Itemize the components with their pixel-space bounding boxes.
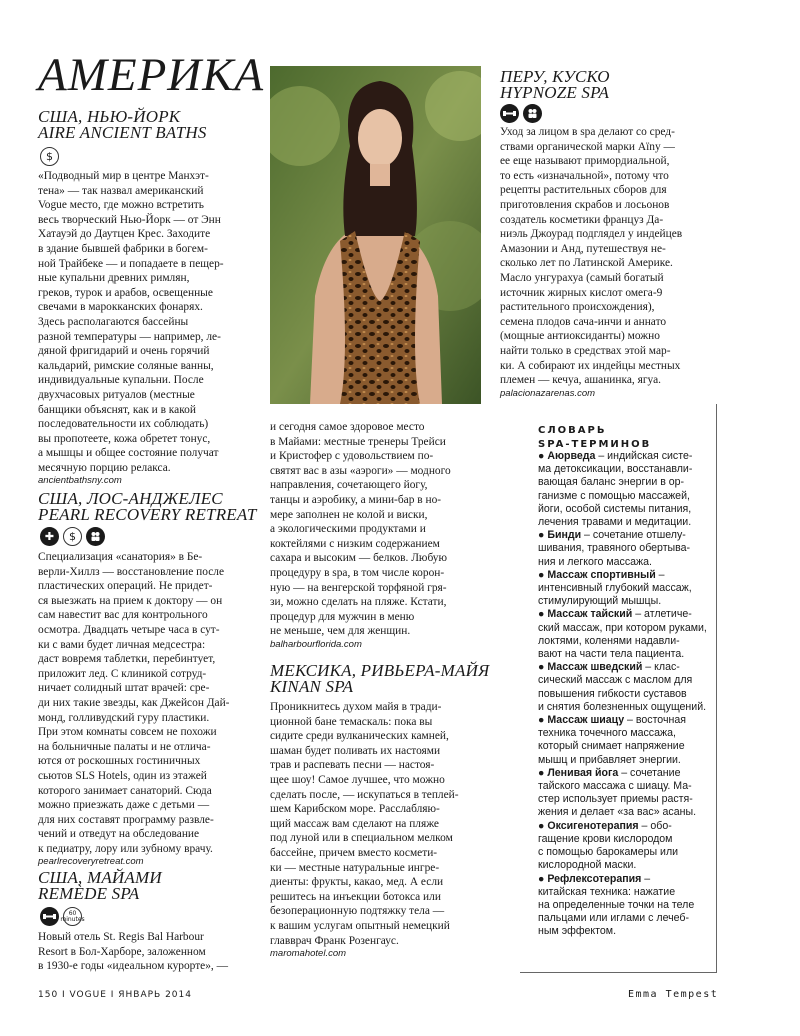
text-line: бассейне, причем вместо космети- <box>270 846 438 859</box>
glossary-item <box>538 608 718 661</box>
text-line: Специализация «санатория» в Бе- <box>38 551 203 563</box>
glossary-line: тайского массажа с шиацу. Ма- <box>538 780 692 793</box>
couple-icon <box>86 527 105 546</box>
glossary-item <box>538 873 718 939</box>
text-line: святят вас в азы «аэроги» — модного <box>270 464 451 477</box>
text-line: сам навестит вас для контрольного <box>38 609 208 622</box>
dumbbell-icon <box>40 907 59 926</box>
text-line: осмотра. Двадцать четыре часа в сут- <box>38 623 220 636</box>
text-line: ки — местные натуральные ингре- <box>270 861 440 874</box>
text-line: найти только в средствах этой мар- <box>500 344 671 357</box>
glossary-term: ● Аюрведа <box>538 450 596 462</box>
text-line: танцы и аэробику, а мини-бар в но- <box>270 493 442 506</box>
glossary-line: шивания, травяного обертыва- <box>538 542 691 555</box>
glossary-line: на определенные точки на теле <box>538 898 695 911</box>
text-line: процедуру в spa, в том числе корон- <box>270 566 445 579</box>
glossary-term: ● Массаж спортивный <box>538 568 656 581</box>
dollar-icon: $ <box>63 527 82 546</box>
text-line: тена» — так назвал американский <box>38 184 204 197</box>
kinan-text <box>270 700 495 948</box>
glossary-line: вающая баланс энергии в ор- <box>538 476 685 489</box>
text-line: направления, сочетающего йогу, <box>270 479 428 492</box>
text-line: в 1930-е годы «идеальном курорте», — <box>38 960 229 973</box>
glossary-item <box>538 661 718 714</box>
text-line: к вашим услугам опытный немецкий <box>270 919 450 932</box>
glossary-term: ● Ленивая йога <box>538 766 619 779</box>
text-line: двухчасовых ритуалов (местные <box>38 388 195 401</box>
text-line: индивидуальные купальни. После <box>38 374 204 387</box>
section-title-remede-location: США, МАЙАМИ <box>38 868 162 887</box>
text-line: Здесь располагаются бассейны <box>38 315 189 328</box>
section-title-peru-name: HYPNOZE SPA <box>500 83 610 102</box>
text-line: а экологическими продуктами и <box>270 523 426 536</box>
glossary-line: лечения травами и медитации. <box>538 516 692 529</box>
glossary-line: пальцами или иглами с лечеб- <box>538 912 690 925</box>
text-line: Амазонии и Анд, путешествуя не- <box>500 242 666 255</box>
pearl-body <box>38 550 263 868</box>
page-folio: 150 I VOGUE I ЯНВАРЬ 2014 <box>38 990 192 1000</box>
text-line: а мышцы и общее состояние получат <box>38 447 219 460</box>
aire-icons <box>40 147 59 166</box>
glossary-term: ● Массаж шиацу <box>538 714 625 727</box>
section-title-pearl-location: США, ЛОС-АНДЖЕЛЕС <box>38 489 223 508</box>
text-line: ничает солидный штат врачей: сре- <box>38 682 210 695</box>
text-line: диенты: фрукты, какао, мед. А если <box>270 876 444 889</box>
glossary-heading-line1: СЛОВАРЬ <box>538 425 607 436</box>
glossary-line: который снимает напряжение <box>538 740 685 753</box>
text-line: ки. А собирают их индейцы местных <box>500 359 681 372</box>
text-line: ки с вами будет личная медсестра: <box>38 638 206 651</box>
text-line: (мощные антиоксиданты) можно <box>500 330 660 343</box>
aire-text <box>38 169 263 475</box>
peru-url[interactable]: palacionazarenas.com <box>500 387 596 399</box>
glossary-line: и снятия болезненных ощущений. <box>538 700 707 713</box>
glossary-heading <box>538 424 651 452</box>
glossary-line: повышения гибкости суставов <box>538 687 687 700</box>
text-line: и сегодня самое здоровое место <box>270 421 425 433</box>
remede-body-continued <box>270 420 488 651</box>
glossary-line: вают на части тела пациента. <box>538 648 685 661</box>
text-line: разной температуры — например, ле- <box>38 330 221 343</box>
text-line: ди них такие звезды, как Джейсон Дай- <box>38 696 230 709</box>
glossary-item <box>538 529 718 569</box>
text-line: ее еще называют примордиальной, <box>500 155 670 168</box>
model-photo <box>270 66 481 404</box>
aire-body <box>38 169 263 487</box>
section-title-remede-name: REMÈDE SPA <box>38 884 140 903</box>
plus-icon: ✚ <box>40 527 59 546</box>
remede-text <box>38 930 263 974</box>
text-line: кальдарий, римские соляные ванны, <box>38 359 214 372</box>
photo-credit: Emma Tempest <box>628 989 719 1000</box>
text-line: трав и распевать песни — настоя- <box>270 759 435 772</box>
glossary-line: ганизме с помощью массажей, <box>538 489 690 502</box>
text-line: ся выезжать на прием к доктору — он <box>38 594 223 607</box>
glossary-term: ● Оксигенотерапия <box>538 819 639 832</box>
text-line: то есть «изначальной», потому что <box>500 169 669 182</box>
glossary-line: ● Аюрведа – индийская систе- <box>538 450 693 462</box>
text-line: шаман будет поливать их настоями <box>270 744 441 757</box>
text-line: и Кристофер с удовольствием по- <box>270 450 434 463</box>
text-line: рецепты растительных сборов для <box>500 184 667 197</box>
dollar-icon: $ <box>40 147 59 166</box>
glossary-item <box>538 450 718 529</box>
glossary-line: китайская техника: нажатие <box>538 885 676 898</box>
text-line: ные купальни древних римлян, <box>38 272 190 285</box>
text-line: щее шоу! Самое лучшее, что можно <box>270 773 445 786</box>
glossary-line: ● Массаж спортивный – <box>538 568 665 581</box>
text-line: главврач Франк Розенгаус. <box>270 934 399 947</box>
text-line: зи, можно сделать на пляже. Кстати, <box>270 596 447 609</box>
text-line: в Майами: местные тренеры Трейси <box>270 435 446 448</box>
text-line: даст вовремя таблетки, перебинтует, <box>38 653 216 666</box>
text-line: Проникнитесь духом майя в тради- <box>270 701 442 713</box>
text-line: Уход за лицом в spa делают со сред- <box>500 126 675 138</box>
glossary-heading-line2: SPA-ТЕРМИНОВ <box>538 439 652 450</box>
section-title-kinan-name: KINAN SPA <box>270 677 354 696</box>
remede-url[interactable]: balharbourflorida.com <box>270 638 362 650</box>
kinan-url[interactable]: maromahotel.com <box>270 948 347 960</box>
text-line: растительного происхождения), <box>500 301 655 314</box>
glossary-line: ● Бинди – сочетание отшелу- <box>538 529 686 542</box>
text-line: которого занимает санаторий. Сюда <box>38 784 212 797</box>
glossary-line: ния и легкого массажа. <box>538 555 652 568</box>
text-line: можно приезжать даже с детьми — <box>38 799 210 812</box>
text-line: верли-Хиллз — восстановление после <box>38 565 225 578</box>
glossary-line: стимулирующий мышцы. <box>538 595 662 608</box>
text-line: к педиатру, лору или зубному врачу. <box>38 842 213 855</box>
peru-body <box>500 125 725 400</box>
glossary-line: йоги, особой системы питания, <box>538 502 692 515</box>
text-line: коктейлями с низким содержанием <box>270 537 440 550</box>
text-line: не меньше, чем для женщин. <box>270 625 411 638</box>
text-line: Новый отель St. Regis Bal Harbour <box>38 931 204 943</box>
text-line: безоперационную подтяжку тела — <box>270 905 445 918</box>
section-title-aire-location: США, НЬЮ-ЙОРК <box>38 107 181 126</box>
glossary-line: ма детоксикации, восстанавли- <box>538 463 693 476</box>
text-line: монд, голливудский гуру пластики. <box>38 711 210 724</box>
text-line: Хатауэй до Даутцен Крес. Заходите <box>38 228 211 241</box>
pearl-icons <box>40 527 105 546</box>
glossary-line: ский массаж, при котором руками, <box>538 621 707 634</box>
text-line: сьютов SLS Hotels, один из этажей <box>38 769 207 782</box>
glossary-line: мышц и прибавляет энергии. <box>538 753 681 766</box>
text-line: сколько лет по Латинской Америке. <box>500 257 673 270</box>
glossary-line: ным эффектом. <box>538 925 617 938</box>
page-title: АМЕРИКА <box>38 49 265 101</box>
peru-icons <box>500 104 542 123</box>
text-line: месячную порцию релакса. <box>38 461 171 474</box>
glossary-line: кислородной маски. <box>538 859 637 872</box>
section-title-aire-name: AIRE ANCIENT BATHS <box>38 123 207 142</box>
text-line: ются от роскошных гостиничных <box>38 755 201 768</box>
glossary-term: ● Массаж тайский <box>538 608 633 621</box>
glossary-line: техника точечного массажа, <box>538 727 676 740</box>
text-line: в здание бывшей фабрики в богем- <box>38 242 208 255</box>
text-line: Масло унгурахуа (самый богатый <box>500 271 664 284</box>
remede-icons <box>40 907 85 926</box>
text-line: щий массаж вам сделают на пляже <box>270 817 439 830</box>
text-line: племен — кечуа, ашанинка, ягуа. <box>500 374 661 387</box>
glossary-list <box>538 450 718 939</box>
text-line: приложит лед. С клиникой сотруд- <box>38 667 207 680</box>
text-line: вы пропотеете, кожа обретет тонус, <box>38 432 211 445</box>
glossary-line: гащение крови кислородом <box>538 832 673 845</box>
glossary-item <box>538 714 718 767</box>
text-line: ционной бане темаскаль: пока вы <box>270 715 433 728</box>
text-line: сидите среди вулканических камней, <box>270 730 449 743</box>
text-line: При этом комнаты совсем не похожи <box>38 726 217 739</box>
glossary-line: ● Оксигенотерапия – обо- <box>538 819 672 832</box>
text-line: источник жирных кислот омега-9 <box>500 286 663 299</box>
text-line: под луной или в специальном мелком <box>270 832 453 845</box>
glossary-line: ● Ленивая йога – сочетание <box>538 766 681 779</box>
pearl-url[interactable]: pearlrecoveryretreat.com <box>38 856 144 868</box>
age-badge-icon: 60 minutes <box>63 907 82 926</box>
text-line: «Подводный мир в центре Манхэт- <box>38 170 209 182</box>
glossary-line: ● Рефлексотерапия – <box>538 872 651 885</box>
glossary-line: ● Массаж шведский – клас- <box>538 661 680 674</box>
glossary-line: ● Массаж шиацу – восточная <box>538 714 686 727</box>
text-line: мере заполнен не колой и виски, <box>270 508 428 521</box>
text-line: шем Карибском море. Расслабляю- <box>270 803 440 816</box>
glossary-line: сический массаж с маслом для <box>538 674 693 687</box>
text-line: свечами в марокканских фонарях. <box>38 301 203 314</box>
glossary-term: ● Рефлексотерапия <box>538 872 642 885</box>
text-line: сахара и высоким — белков. Любую <box>270 552 448 565</box>
glossary-term: ● Массаж шведский <box>538 661 643 674</box>
section-title-peru-location: ПЕРУ, КУСКО <box>500 67 610 86</box>
couple-icon <box>523 104 542 123</box>
text-line: чений и отведут на обследование <box>38 828 200 841</box>
glossary-line: жения и делает «за вас» асаны. <box>538 806 697 819</box>
text-line: греков, турок и арабов, освещенные <box>38 286 213 299</box>
text-line: ную — на венгерской торфяной гря- <box>270 581 447 594</box>
text-line: создатель косметики француз Да- <box>500 213 664 226</box>
text-line: банщики объяснят, как и в какой <box>38 403 196 416</box>
text-line: последовательности их соблюдать) <box>38 418 209 431</box>
text-line: ствами органической марки Aïny — <box>500 140 675 153</box>
text-line: сделать после, — искупаться в теплей- <box>270 788 459 801</box>
text-line: дяной фригидарий и очень горячий <box>38 345 210 358</box>
text-line: для них составят программу развле- <box>38 813 214 826</box>
text-line: семена плодов сача-инчи и аннато <box>500 315 667 328</box>
text-line: процедур для мужчин в меню <box>270 610 415 623</box>
text-line: ной Трайбеке — и попадаете в пещер- <box>38 257 224 270</box>
glossary-item <box>538 820 718 873</box>
pearl-text <box>38 550 263 856</box>
aire-url[interactable]: ancientbathsny.com <box>38 475 122 487</box>
peru-text <box>500 125 725 388</box>
section-title-pearl-name: PEARL RECOVERY RETREAT <box>38 505 257 524</box>
text-line: пластических операций. Не придет- <box>38 580 213 593</box>
text-line: ниэль Джоурад подглядел у индейцев <box>500 228 683 241</box>
glossary-term: ● Бинди <box>538 529 582 542</box>
dumbbell-icon <box>500 104 519 123</box>
glossary-line: локтями, коленями надавли- <box>538 634 680 647</box>
glossary-line: с помощью барокамеры или <box>538 846 679 859</box>
text-line: Vogue место, где можно встретить <box>38 199 204 212</box>
text-line: весь творческий Нью-Йорк — от Энн <box>38 213 221 226</box>
glossary-line: ● Массаж тайский – атлетиче- <box>538 608 692 621</box>
kinan-body <box>270 700 495 960</box>
section-title-kinan-location: МЕКСИКА, РИВЬЕРА-МАЙЯ <box>270 661 490 680</box>
glossary-line: интенсивный глубокий массаж, <box>538 582 692 595</box>
text-line: решитесь на инъекции ботокса или <box>270 890 441 903</box>
text-line: Resort в Бол-Харборе, заложенном <box>38 945 206 958</box>
text-line: на больничные палаты и не отлича- <box>38 740 211 753</box>
text-line: приготовления скрабов и лосьонов <box>500 198 670 211</box>
glossary-line: стер использует приемы растя- <box>538 793 693 806</box>
glossary-item <box>538 767 718 820</box>
remede-body <box>38 930 263 974</box>
remede-cont-text <box>270 420 488 639</box>
glossary-item <box>538 569 718 609</box>
